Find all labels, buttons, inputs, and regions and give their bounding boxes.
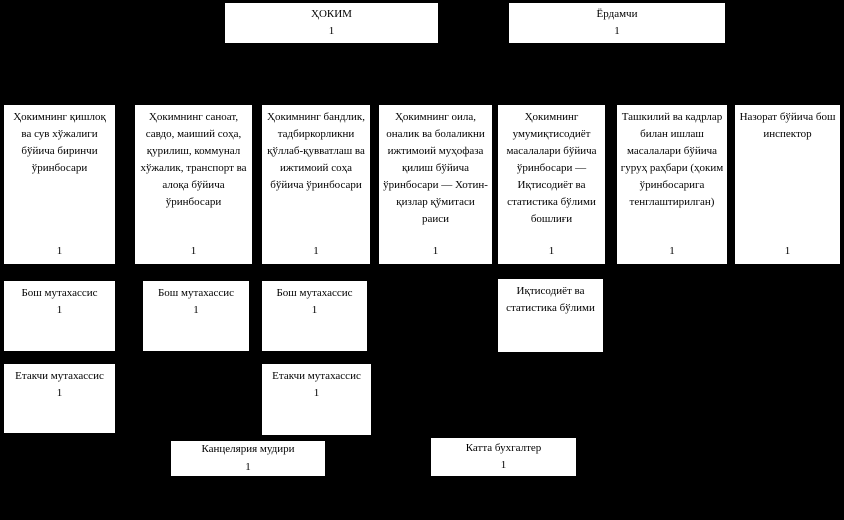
box-title: Ҳокимнинг оила, оналик ва болаликни ижтимоий муҳофаза қилиш бўйича ўринбосари — Хотин-қизлар қўмитаси раиси bbox=[383, 111, 488, 226]
box-count: 1 bbox=[311, 304, 318, 317]
org-box-hokim bbox=[224, 2, 439, 44]
box-count: 1 bbox=[313, 244, 319, 257]
org-box-economy-statistics-dept bbox=[497, 278, 604, 353]
org-box-chief-specialist-1 bbox=[3, 280, 116, 352]
box-count: 1 bbox=[432, 244, 439, 257]
org-box-lead-specialist-1 bbox=[3, 363, 116, 434]
box-count: 1 bbox=[784, 244, 791, 257]
box-title: Ёрдамчи bbox=[596, 7, 638, 20]
box-title: Етакчи мутахассис bbox=[15, 370, 104, 382]
org-box-deputy-agriculture bbox=[3, 104, 116, 265]
box-count: 1 bbox=[669, 244, 675, 257]
org-box-group-leader bbox=[616, 104, 728, 265]
box-count: 1 bbox=[193, 304, 199, 317]
org-box-deputy-industry bbox=[134, 104, 253, 265]
box-title: Бош мутахассис bbox=[21, 287, 98, 299]
box-title: Канцелярия мудири bbox=[201, 443, 295, 456]
box-title: Назорат бўйича бош инспектор bbox=[739, 111, 836, 141]
box-count: 1 bbox=[313, 387, 320, 400]
box-count: 1 bbox=[190, 244, 197, 257]
box-title: Катта бухгалтер bbox=[465, 441, 542, 454]
box-title: Ҳокимнинг саноат, савдо, маиший соҳа, қурилиш, коммунал хўжалик, транспорт ва алоқа бўйича ўринбосари bbox=[140, 111, 247, 209]
org-box-chief-specialist-3 bbox=[261, 280, 368, 352]
org-box-deputy-economy bbox=[497, 104, 606, 265]
box-title: Бош мутахассис bbox=[276, 287, 353, 299]
box-title: Ҳокимнинг бандлик, тадбиркорликни қўллаб-қувватлаш ва ижтимоий соҳа бўйича ўринбосари bbox=[267, 111, 365, 192]
box-title: Иқтисодиёт ва статистика бўлими bbox=[506, 285, 595, 315]
box-count: 1 bbox=[328, 25, 335, 37]
org-box-office-manager bbox=[170, 440, 326, 477]
org-box-lead-specialist-2 bbox=[261, 363, 372, 436]
box-count: 1 bbox=[500, 459, 507, 471]
org-box-chief-inspector bbox=[734, 104, 841, 265]
org-box-senior-accountant bbox=[430, 437, 577, 477]
box-count: 1 bbox=[56, 387, 63, 400]
box-title: Етакчи мутахассис bbox=[272, 370, 361, 382]
box-title: Ҳокимнинг умумиқтисодиёт масалалари бўйича ўринбосари — Иқтисодиёт ва статистика бўлими бошлиғи bbox=[506, 111, 597, 226]
box-count: 1 bbox=[56, 244, 63, 257]
box-title: Бош мутахассис bbox=[157, 287, 235, 299]
org-box-deputy-employment bbox=[261, 104, 371, 265]
box-count: 1 bbox=[548, 244, 555, 257]
box-title: Ҳокимнинг қишлоқ ва сув хўжалиги бўйича биринчи ўринбосари bbox=[13, 111, 106, 175]
box-title: Ташкилий ва кадрлар билан ишлаш масалалари бўйича гуруҳ раҳбари (ҳоким ўринбосарига тенглаштирилган) bbox=[620, 111, 724, 209]
box-title: ҲОКИМ bbox=[311, 7, 352, 20]
box-count: 1 bbox=[245, 460, 251, 473]
box-count: 1 bbox=[56, 304, 63, 317]
box-count: 1 bbox=[614, 25, 620, 37]
org-box-deputy-family bbox=[378, 104, 493, 265]
org-box-assistant bbox=[508, 2, 726, 44]
org-box-chief-specialist-2 bbox=[142, 280, 250, 352]
